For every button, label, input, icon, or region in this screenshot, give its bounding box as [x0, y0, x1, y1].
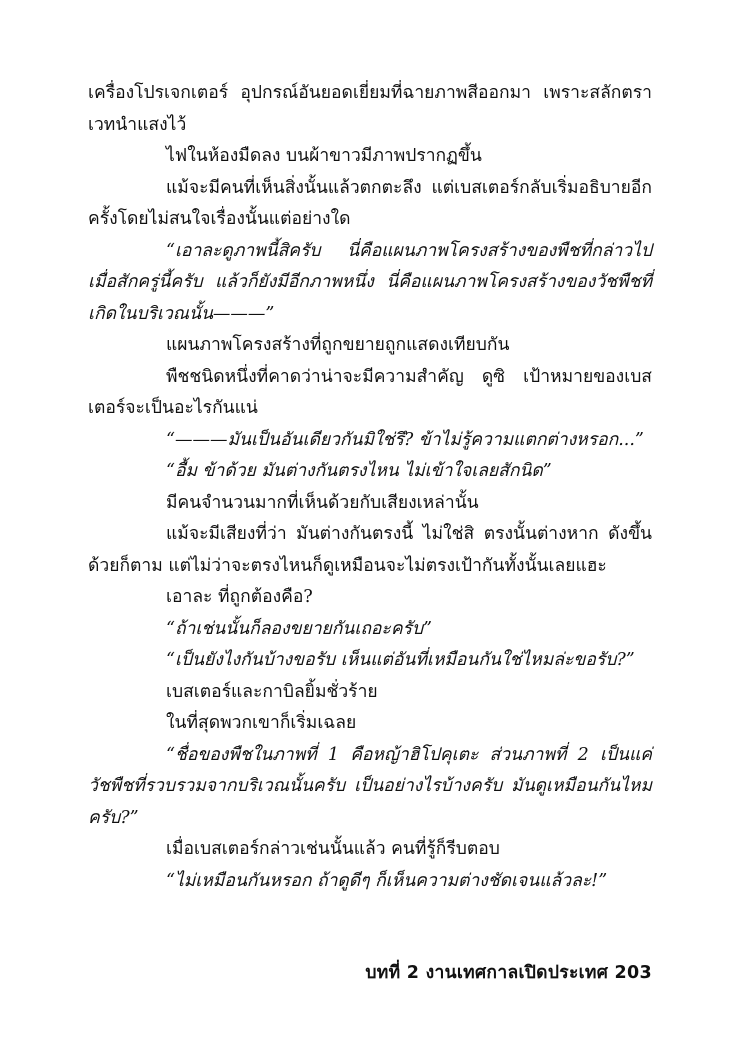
paragraph: ไฟในห้องมืดลง บนผ้าขาวมีภาพปรากฏขึ้น	[166, 146, 482, 166]
dialogue-paragraph: “เป็นยังไงกันบ้างขอรับ เห็นแต่อันที่เหมือนกันใช่ไหมล่ะขอรับ?”	[166, 650, 635, 670]
dialogue-paragraph: “ไม่เหมือนกันหรอก ถ้าดูดีๆ ก็เห็นความต่างชัดเจนแล้วละ!”	[166, 870, 608, 891]
dialogue-paragraph: “เอาละดูภาพนี้สิครับ นี่คือแผนภาพโครงสร้างของพืชที่กล่าวไปเมื่อสักครู่นี้ครับ แล้วก็ยังมีอีกภาพหนึ่ง นี่คือแผนภาพโครงสร้างของวัชพืชที่เกิดในบริเวณนั้น———”	[88, 240, 652, 324]
paragraph: เบสเตอร์และกาบิลยิ้มชั่วร้าย	[166, 681, 378, 702]
paragraph: เมื่อเบสเตอร์กล่าวเช่นนั้นแล้ว คนที่รู้ก็รีบตอบ	[166, 839, 500, 859]
paragraph: แม้จะมีเสียงที่ว่า มันต่างกันตรงนี้ ไม่ใช่สิ ตรงนั้นต่างหาก ดังขึ้นด้วยก็ตาม แต่ไม่ว่าจะตรงไหนก็ดูเหมือนจะไม่ตรงเป้ากันทั้งนั้นเลยแฮะ	[88, 524, 652, 576]
dialogue-paragraph: “ถ้าเช่นนั้นก็ลองขยายกันเถอะครับ”	[166, 618, 432, 639]
paragraph: พืชชนิดหนึ่งที่คาดว่าน่าจะมีความสำคัญ ดูซิ เป้าหมายของเบสเตอร์จะเป็นอะไรกันแน่	[88, 366, 652, 418]
dialogue-paragraph: “———มันเป็นอันเดียวกันมิใช่รึ? ข้าไม่รู้ความแตกต่างหรอก...”	[166, 429, 644, 450]
paragraph: เครื่องโปรเจกเตอร์ อุปกรณ์อันยอดเยี่ยมที่ฉายภาพสีออกมา เพราะสลักตราเวทนำแสงไว้	[88, 83, 652, 135]
dialogue-paragraph: “ชื่อของพืชในภาพที่ 1 คือหญ้าฮิโปคุเตะ ส่วนภาพที่ 2 เป็นแค่วัชพืชที่รวบรวมจากบริเวณนั้นครับ เป็นอย่างไรบ้างครับ มันดูเหมือนกันไหมครับ?”	[88, 744, 652, 828]
paragraph: มีคนจำนวนมากที่เห็นด้วยกับเสียงเหล่านั้น	[166, 492, 479, 513]
running-footer: บทที่ 2 งานเทศกาลเปิดประเทศ 203	[365, 963, 652, 983]
paragraph: แม้จะมีคนที่เห็นสิ่งนั้นแล้วตกตะลึง แต่เบสเตอร์กลับเริ่มอธิบายอีกครั้งโดยไม่สนใจเรื่องนั้นแต่อย่างใด	[88, 177, 652, 229]
dialogue-paragraph: “อื้ม ข้าด้วย มันต่างกันตรงไหน ไม่เข้าใจเลยสักนิด”	[166, 461, 552, 481]
paragraph: เอาละ ที่ถูกต้องคือ?	[166, 587, 313, 607]
paragraph: ในที่สุดพวกเขาก็เริ่มเฉลย	[166, 713, 357, 733]
paragraph: แผนภาพโครงสร้างที่ถูกขยายถูกแสดงเทียบกัน	[166, 335, 510, 355]
document-body	[88, 78, 652, 897]
